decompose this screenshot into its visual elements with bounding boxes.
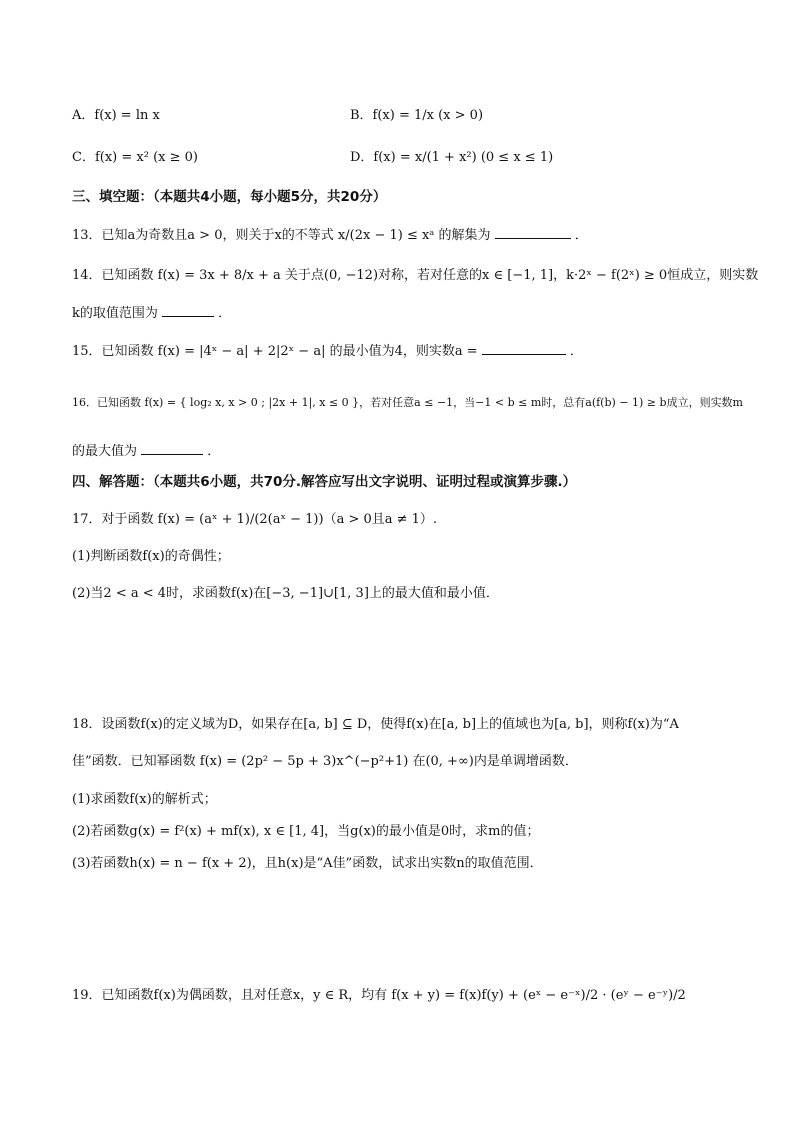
question-15-text: 15．已知函数 f(x) = |4ˣ − a| + 2|2ˣ − a| 的最小值为4，则实数a = bbox=[72, 344, 478, 359]
question-17-stem: 17．对于函数 f(x) = (aˣ + 1)/(2(aˣ − 1))（a > 0且a ≠ 1）. bbox=[72, 512, 438, 527]
question-18-part-2: (2)若函数g(x) = f²(x) + mf(x), x ∈ [1, 4]，当g(x)的最小值是0时，求m的值； bbox=[72, 824, 540, 839]
question-14-end: ． bbox=[218, 306, 232, 321]
question-13-text: 13．已知a为奇数且a > 0，则关于x的不等式 x/(2x − 1) ≤ xᵃ 的解集为 bbox=[72, 228, 491, 243]
option-d: D．f(x) = x/(1 + x²) (0 ≤ x ≤ 1) bbox=[350, 150, 554, 165]
answer-blank-15[interactable] bbox=[482, 340, 566, 355]
question-17-part-2: (2)当2 < a < 4时，求函数f(x)在[−3, −1]∪[1, 3]上的最大值和最小值． bbox=[72, 586, 499, 601]
question-16-text: 的最大值为 bbox=[72, 444, 138, 459]
question-14-text: k的取值范围为 bbox=[72, 306, 158, 321]
question-13 bbox=[72, 224, 588, 246]
question-18-part-3: (3)若函数h(x) = n − f(x + 2)，且h(x)是“A佳”函数，试求出实数n的取值范围． bbox=[72, 856, 543, 871]
question-19-line-1: 19．已知函数f(x)为偶函数，且对任意x，y ∈ R，均有 f(x + y) = f(x)f(y) + (eˣ − e⁻ˣ)/2 · (eʸ − e⁻ʸ)/2 bbox=[72, 988, 686, 1003]
question-17-part-1: (1)判断函数f(x)的奇偶性； bbox=[72, 549, 230, 564]
section-3-title: 三、填空题：（本题共4小题，每小题5分，共20分） bbox=[72, 189, 387, 205]
question-13-end: ． bbox=[574, 228, 588, 243]
option-a: A．f(x) = ln x bbox=[72, 108, 160, 123]
option-c: C．f(x) = x² (x ≥ 0) bbox=[72, 150, 198, 165]
answer-blank-14[interactable] bbox=[162, 302, 214, 317]
question-14-line-2 bbox=[72, 302, 231, 324]
option-b: B．f(x) = 1/x (x > 0) bbox=[350, 108, 484, 123]
question-15-end: ． bbox=[569, 344, 583, 359]
question-16-end: ． bbox=[207, 444, 221, 459]
section-4-title: 四、解答题：（本题共6小题，共70分.解答应写出文字说明、证明过程或演算步骤.） bbox=[72, 474, 577, 490]
question-16-line-2 bbox=[72, 440, 220, 462]
answer-blank-13[interactable] bbox=[495, 224, 571, 239]
answer-blank-16[interactable] bbox=[141, 440, 203, 455]
question-14-line-1: 14．已知函数 f(x) = 3x + 8/x + a 关于点(0, −12)对称，若对任意的x ∈ [−1, 1]，k·2ˣ − f(2ˣ) ≥ 0恒成立，则实数 bbox=[72, 268, 759, 283]
question-15 bbox=[72, 340, 583, 362]
question-16-line-1: 16．已知函数 f(x) = { log₂ x, x > 0 ; |2x + 1|, x ≤ 0 }，若对任意a ≤ −1，当−1 < b ≤ m时，总有a(f(b) − 1) ≥ b成立，则实数m bbox=[72, 396, 743, 409]
question-18-line-1: 18．设函数f(x)的定义域为D，如果存在[a, b] ⊆ D，使得f(x)在[a, b]上的值域也为[a, b]，则称f(x)为“A bbox=[72, 717, 679, 732]
question-18-part-1: (1)求函数f(x)的解析式； bbox=[72, 792, 217, 807]
question-18-line-2: 佳”函数．已知幂函数 f(x) = (2p² − 5p + 3)x^(−p²+1) 在(0, +∞)内是单调增函数． bbox=[72, 754, 578, 769]
